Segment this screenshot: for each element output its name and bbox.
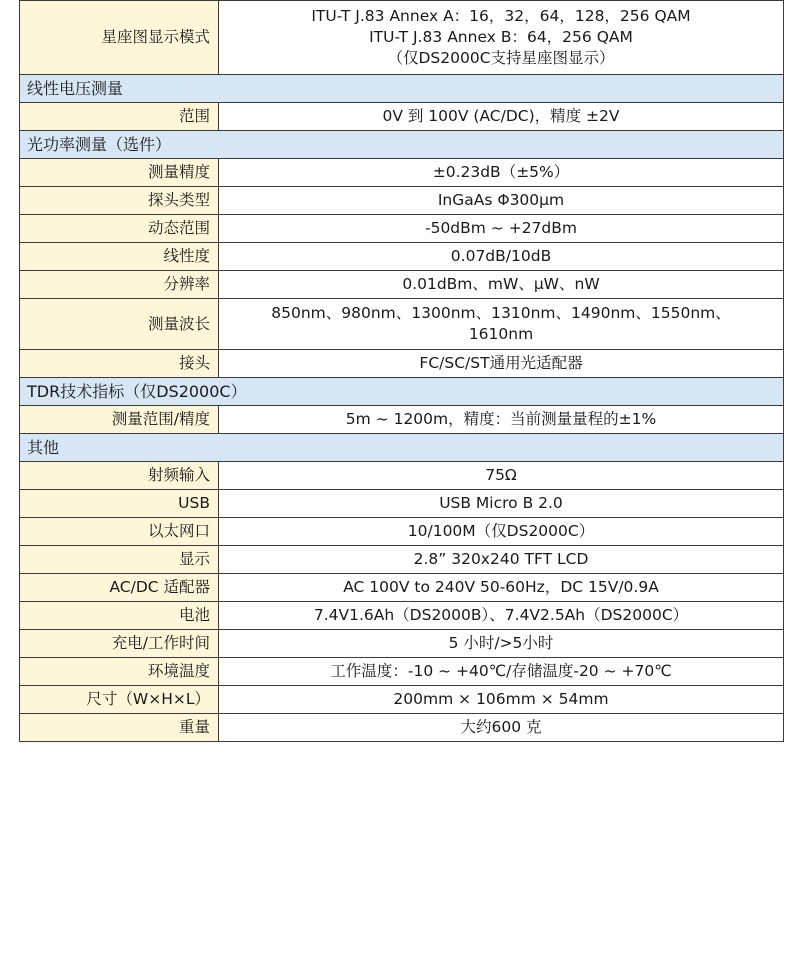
table-row [20, 1, 784, 75]
row-label: 电池 [20, 602, 219, 630]
row-value [219, 243, 784, 271]
row-value [219, 546, 784, 574]
row-value [219, 574, 784, 602]
row-value-line: 75Ω [485, 466, 517, 484]
table-row [20, 271, 784, 299]
row-value-line: 1610nm [468, 325, 534, 343]
row-label: 分辨率 [20, 271, 219, 299]
row-value-line: 工作温度：-10 ~ +40℃/存储温度-20 ~ +70℃ [330, 662, 672, 680]
table-row [20, 159, 784, 187]
row-label: AC/DC 适配器 [20, 574, 219, 602]
row-value [219, 215, 784, 243]
row-value [219, 299, 784, 350]
row-label: 探头类型 [20, 187, 219, 215]
table-row [20, 187, 784, 215]
section-title: 光功率测量（选件） [20, 131, 784, 159]
table-row [20, 462, 784, 490]
section-header-row [20, 75, 784, 103]
row-value-line: FC/SC/ST通用光适配器 [419, 354, 583, 372]
row-value-line: 2.8” 320x240 TFT LCD [413, 550, 589, 568]
section-header-row [20, 434, 784, 462]
row-value-line: （仅DS2000C支持星座图显示） [387, 49, 615, 67]
row-value [219, 630, 784, 658]
table-row [20, 406, 784, 434]
row-label: 星座图显示模式 [20, 1, 219, 75]
row-value-line: USB Micro B 2.0 [439, 494, 563, 512]
table-row [20, 630, 784, 658]
row-value-line: 0.07dB/10dB [450, 247, 552, 265]
row-value [219, 406, 784, 434]
row-value [219, 187, 784, 215]
row-value [219, 271, 784, 299]
row-value-line: ±0.23dB（±5%） [432, 163, 570, 181]
row-label: 测量波长 [20, 299, 219, 350]
section-title: 线性电压测量 [20, 75, 784, 103]
row-value [219, 350, 784, 378]
row-label: 动态范围 [20, 215, 219, 243]
spec-table [19, 0, 784, 742]
row-label: 重量 [20, 714, 219, 742]
table-row [20, 215, 784, 243]
table-row [20, 243, 784, 271]
row-label: 以太网口 [20, 518, 219, 546]
row-label: 测量范围/精度 [20, 406, 219, 434]
table-row [20, 518, 784, 546]
row-value [219, 714, 784, 742]
table-row [20, 350, 784, 378]
table-row [20, 714, 784, 742]
row-label: 接头 [20, 350, 219, 378]
row-value [219, 1, 784, 75]
row-value-line: 大约600 克 [460, 718, 542, 736]
row-value-line: 5m ~ 1200m，精度：当前测量量程的±1% [345, 410, 657, 428]
table-row [20, 602, 784, 630]
table-row [20, 103, 784, 131]
row-value [219, 686, 784, 714]
row-label: 尺寸（W×H×L） [20, 686, 219, 714]
spec-table-body [20, 1, 784, 742]
row-value-line: -50dBm ~ +27dBm [424, 219, 577, 237]
row-value [219, 462, 784, 490]
row-value-line: ITU-T J.83 Annex B：64，256 QAM [369, 28, 633, 46]
row-value [219, 159, 784, 187]
row-value-line: 0V 到 100V (AC/DC)，精度 ±2V [382, 107, 620, 125]
row-value [219, 518, 784, 546]
row-value [219, 658, 784, 686]
table-row [20, 490, 784, 518]
row-label: 线性度 [20, 243, 219, 271]
row-value-line: 10/100M（仅DS2000C） [407, 522, 595, 540]
table-row [20, 574, 784, 602]
table-row [20, 686, 784, 714]
row-value-line: 0.01dBm、mW、μW、nW [402, 275, 600, 293]
row-label: 测量精度 [20, 159, 219, 187]
row-value-line: ITU-T J.83 Annex A：16，32，64，128，256 QAM [311, 7, 691, 25]
row-value [219, 103, 784, 131]
table-row [20, 299, 784, 350]
row-value [219, 602, 784, 630]
row-value-line: 850nm、980nm、1300nm、1310nm、1490nm、1550nm、 [271, 304, 731, 322]
row-value-line: 5 小时/>5小时 [448, 634, 554, 652]
row-value-line: AC 100V to 240V 50-60Hz，DC 15V/0.9A [343, 578, 659, 596]
row-value-line: 7.4V1.6Ah（DS2000B）、7.4V2.5Ah（DS2000C） [313, 606, 689, 624]
row-label: USB [20, 490, 219, 518]
row-label: 显示 [20, 546, 219, 574]
row-label: 范围 [20, 103, 219, 131]
row-value [219, 490, 784, 518]
table-row [20, 546, 784, 574]
row-label: 充电/工作时间 [20, 630, 219, 658]
section-header-row [20, 378, 784, 406]
row-label: 环境温度 [20, 658, 219, 686]
section-title: 其他 [20, 434, 784, 462]
section-header-row [20, 131, 784, 159]
table-row [20, 658, 784, 686]
row-value-line: InGaAs Φ300μm [437, 191, 565, 209]
section-title: TDR技术指标（仅DS2000C） [20, 378, 784, 406]
row-value-line: 200mm × 106mm × 54mm [393, 690, 609, 708]
row-label: 射频输入 [20, 462, 219, 490]
